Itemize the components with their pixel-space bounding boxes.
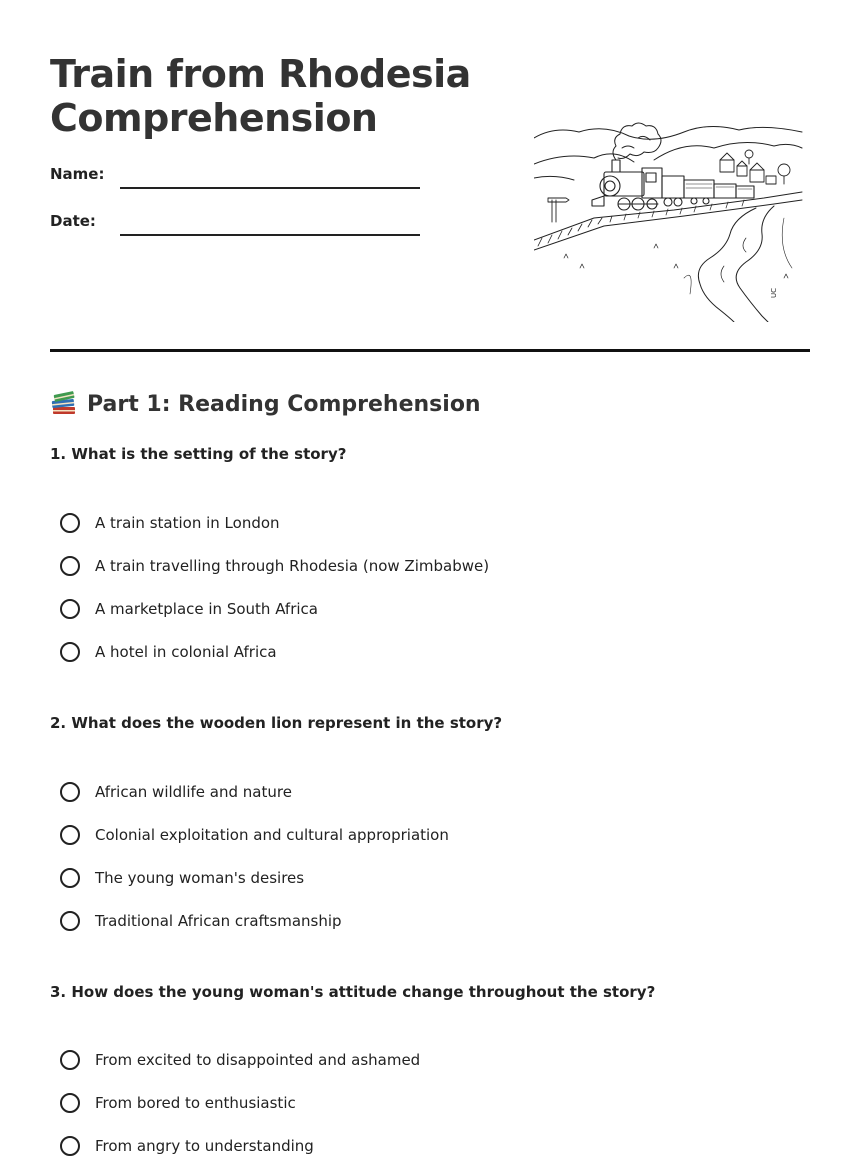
name-label: Name: <box>50 165 105 183</box>
radio-button[interactable] <box>60 513 80 533</box>
option-1a[interactable] <box>60 510 280 536</box>
radio-button[interactable] <box>60 782 80 802</box>
radio-button[interactable] <box>60 911 80 931</box>
option-label: A train station in London <box>95 514 280 532</box>
radio-button[interactable] <box>60 642 80 662</box>
radio-button[interactable] <box>60 556 80 576</box>
radio-button[interactable] <box>60 1136 80 1156</box>
books-icon <box>50 390 78 418</box>
question-text: 3. How does the young woman's attitude change throughout the story? <box>50 983 656 1001</box>
option-2c[interactable] <box>60 865 304 891</box>
date-input-line[interactable] <box>120 234 420 236</box>
option-label: The young woman's desires <box>95 869 305 887</box>
title-line-1: Train from Rhodesia <box>50 52 471 96</box>
option-3a[interactable] <box>60 1047 420 1073</box>
illustration-signature: UC <box>770 287 778 298</box>
option-label: From angry to understanding <box>95 1137 314 1155</box>
title-line-2: Comprehension <box>50 96 378 140</box>
option-label: From excited to disappointed and ashamed <box>95 1051 421 1069</box>
option-label: A train travelling through Rhodesia (now Zimbabwe) <box>95 557 490 575</box>
option-label: African wildlife and nature <box>95 783 292 801</box>
header-divider <box>50 349 810 352</box>
option-label: Colonial exploitation and cultural appropriation <box>95 826 449 844</box>
option-2b[interactable] <box>60 822 449 848</box>
section-heading-part-1 <box>50 388 481 420</box>
question-text: 2. What does the wooden lion represent in the story? <box>50 714 503 732</box>
radio-button[interactable] <box>60 825 80 845</box>
option-label: From bored to enthusiastic <box>95 1094 296 1112</box>
option-3c[interactable] <box>60 1133 314 1159</box>
option-1c[interactable] <box>60 596 318 622</box>
radio-button[interactable] <box>60 599 80 619</box>
option-2d[interactable] <box>60 908 342 934</box>
date-field <box>50 212 420 236</box>
radio-button[interactable] <box>60 1093 80 1113</box>
train-landscape-illustration <box>534 118 804 322</box>
name-field <box>50 165 420 189</box>
radio-button[interactable] <box>60 868 80 888</box>
name-input-line[interactable] <box>120 187 420 189</box>
option-label: Traditional African craftsmanship <box>95 912 342 930</box>
option-1d[interactable] <box>60 639 277 665</box>
question-text: 1. What is the setting of the story? <box>50 445 347 463</box>
radio-button[interactable] <box>60 1050 80 1070</box>
page-title <box>50 52 510 140</box>
option-label: A hotel in colonial Africa <box>95 643 277 661</box>
option-3b[interactable] <box>60 1090 296 1116</box>
option-1b[interactable] <box>60 553 489 579</box>
section-heading-text: Part 1: Reading Comprehension <box>87 391 481 417</box>
option-label: A marketplace in South Africa <box>95 600 318 618</box>
option-2a[interactable] <box>60 779 292 805</box>
date-label: Date: <box>50 212 96 230</box>
